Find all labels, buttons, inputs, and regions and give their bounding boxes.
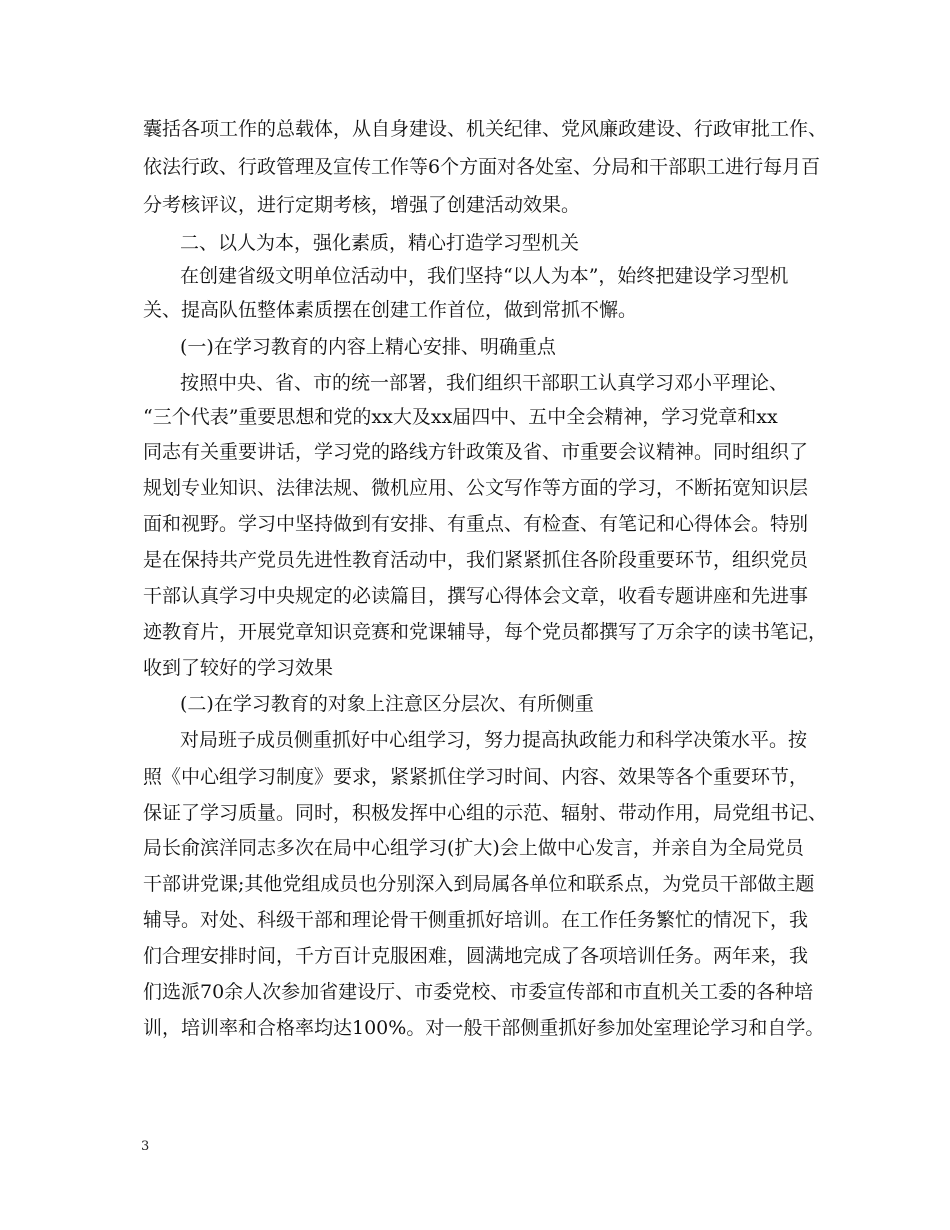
paragraph-line: 局长俞滨洋同志多次在局中心组学习(扩大)会上做中心发言，并亲自为全局党员 (143, 837, 804, 859)
paragraph-line: 对局班子成员侧重抓好中心组学习，努力提高执政能力和科学决策水平。按 (180, 729, 808, 751)
paragraph-line: 面和视野。学习中坚持做到有安排、有重点、有检查、有笔记和心得体会。特别 (143, 513, 809, 535)
paragraph-line: 辅导。对处、科级干部和理论骨干侧重抓好培训。在工作任务繁忙的情况下，我 (143, 909, 809, 931)
paragraph-line: 规划专业知识、法律法规、微机应用、公文写作等方面的学习，不断拓宽知识层 (143, 477, 809, 499)
paragraph-line: 按照中央、省、市的统一部署，我们组织干部职工认真学习邓小平理论、 (180, 372, 789, 394)
paragraph-line: 训，培训率和合格率均达100%。对一般干部侧重抓好参加处室理论学习和自学。 (143, 1017, 825, 1039)
paragraph-line: 囊括各项工作的总载体，从自身建设、机关纪律、党风廉政建设、行政审批工作、 (143, 118, 828, 140)
paragraph-line: 收到了较好的学习效果 (143, 657, 334, 679)
paragraph-line: 干部认真学习中央规定的必读篇目，撰写心得体会文章，收看专题讲座和先进事 (143, 585, 809, 607)
subsection-heading: (二)在学习教育的对象上注意区分层次、有所侧重 (180, 693, 594, 715)
subsection-heading: (一)在学习教育的内容上精心安排、明确重点 (180, 336, 556, 358)
paragraph-line: 同志有关重要讲话，学习党的路线方针政策及省、市重要会议精神。同时组织了 (143, 441, 809, 463)
paragraph-line: 在创建省级文明单位活动中，我们坚持“以人为本”，始终把建设学习型机 (180, 265, 789, 287)
paragraph-line: 照《中心组学习制度》要求，紧紧抓住学习时间、内容、效果等各个重要环节， (143, 766, 809, 788)
paragraph-line: 依法行政、行政管理及宣传工作等6个方面对各处室、分局和干部职工进行每月百 (143, 156, 821, 178)
paragraph-line: 是在保持共产党员先进性教育活动中，我们紧紧抓住各阶段重要环节，组织党员 (143, 549, 809, 571)
paragraph-line: 们合理安排时间，千方百计克服困难，圆满地完成了各项培训任务。两年来，我 (143, 945, 809, 967)
paragraph-line: 们选派70余人次参加省建设厅、市委党校、市委宣传部和市直机关工委的各种培 (143, 981, 814, 1003)
paragraph-line: 迹教育片，开展党章知识竞赛和党课辅导，每个党员都撰写了万余字的读书笔记， (143, 621, 828, 643)
paragraph-line: 分考核评议，进行定期考核，增强了创建活动效果。 (143, 194, 581, 216)
paragraph-line: 关、提高队伍整体素质摆在创建工作首位，做到常抓不懈。 (143, 299, 638, 321)
paragraph-line: “三个代表”重要思想和党的xx大及xx届四中、五中全会精神，学习党章和xx (143, 406, 778, 428)
paragraph-line: 保证了学习质量。同时，积极发挥中心组的示范、辐射、带动作用，局党组书记、 (143, 802, 828, 824)
page-number: 3 (141, 1139, 150, 1154)
section-heading: 二、以人为本，强化素质，精心打造学习型机关 (180, 232, 580, 254)
paragraph-line: 干部讲党课;其他党组成员也分别深入到局属各单位和联系点，为党员干部做主题 (143, 873, 815, 895)
